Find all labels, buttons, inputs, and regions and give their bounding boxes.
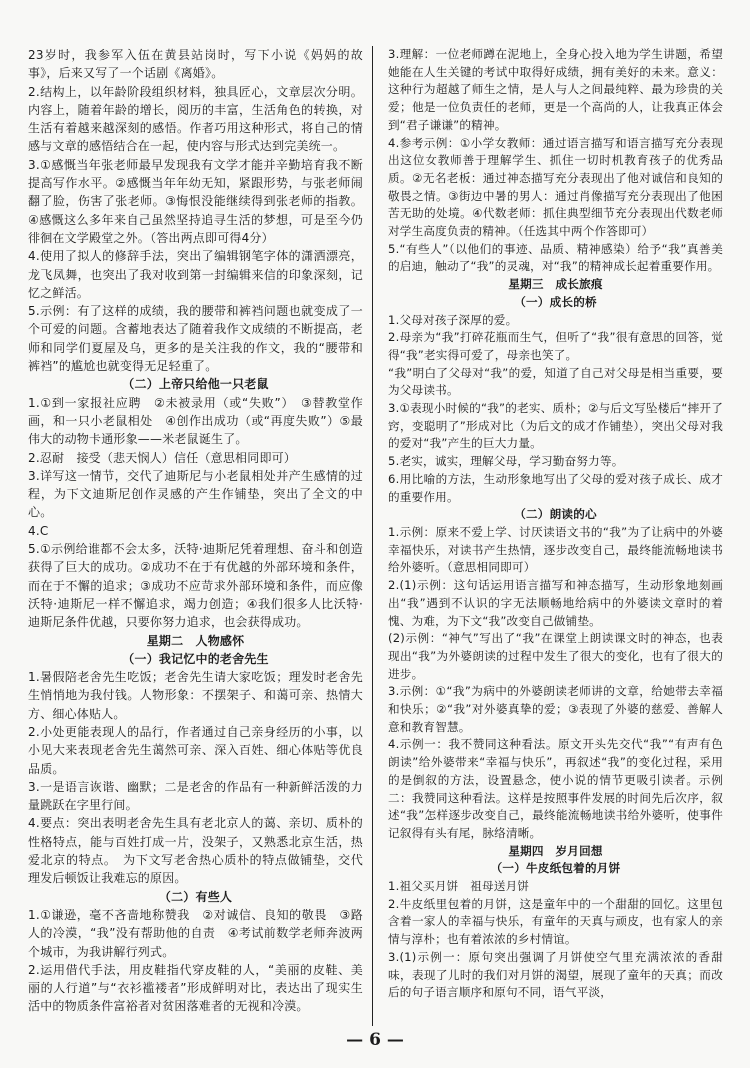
answer-paragraph: 2.忍耐 接受（悲天悯人）信任（意思相同即可） bbox=[28, 450, 297, 465]
section-heading-week: 星期三 成长旅痕 bbox=[508, 277, 603, 292]
answer-paragraph: 2.运用借代手法，用皮鞋指代穿皮鞋的人，“美丽的皮鞋、美丽的人行道”与“衣衫褴褛者”形成鲜明对比，表达出了现实生活中的物质条件富裕者对贫困落难者的无视和冷漠。 bbox=[28, 962, 363, 1014]
answer-paragraph: 2.小处更能表现人的品行，作者通过自己亲身经历的小事，以小见大来表现老舍先生蔼然可亲、深入百姓、细心体贴等优良品质。 bbox=[28, 724, 363, 776]
right-column bbox=[388, 46, 723, 1002]
answer-paragraph: 3.(1)示例一：原句突出强调了月饼使空气里充满浓浓的香甜味，表现了儿时的我们对月饼的渴望，展现了童年的天真；而改后的句子语言顺序和原句不同，语气平淡， bbox=[388, 949, 723, 1000]
answer-paragraph: 5.老实，诚实，理解父母，学习勤奋努力等。 bbox=[388, 454, 624, 469]
article-heading: （一）牛皮纸包着的月饼 bbox=[490, 861, 621, 876]
answer-paragraph: 1.暑假陪老舍先生吃饭；老舍先生请大家吃饭；理发时老舍先生悄悄地为我付钱。人物形象：不摆架子、和蔼可亲、热情大方、细心体贴人。 bbox=[28, 670, 363, 721]
left-column bbox=[28, 46, 363, 1016]
section-heading-week: 星期二 人物感怀 bbox=[146, 633, 245, 648]
answer-paragraph: 4.C bbox=[28, 523, 49, 538]
answer-paragraph: 2.结构上，以年龄阶段组织材料，独具匠心，文章层次分明。内容上，随着年龄的增长，阅历的丰富，生活角色的转换，对生活有着越来越深刻的感悟。作者巧用这种形式，将自己的情感与文章的感悟结合在一起，使内容与形式达到完美统一。 bbox=[28, 84, 363, 154]
answer-paragraph: “我”明白了父母对“我”的爱，知道了自己对父母是相当重要，要为父母读书。 bbox=[388, 365, 723, 398]
answer-paragraph: 5.①示例给谁都不会太多，沃特·迪斯尼凭着理想、奋斗和创造获得了巨大的成功。②成功不在于有优越的外部环境和条件，而在于不懈的追求；③成功不应苛求外部环境和条件，而应像沃特·迪斯尼一样不懈追求，竭力创造；④我们很多人比沃特·迪斯尼条件优越，只要你努力追求，也会获得成功。 bbox=[28, 542, 363, 630]
answer-paragraph: 4.要点：突出表明老舍先生具有老北京人的蔼、亲切、质朴的性格特点，能与百姓打成一片，没架子，又熟悉北京生活，热爱北京的特点。 为下文写老舍热心质朴的特点做铺垫，交代理发后顿饭让我难忘的原因。 bbox=[28, 816, 363, 886]
answer-paragraph: 4.参考示例：①小学女教师：通过语言描写和语言描写充分表现出这位女教师善于理解学生、抓住一切时机教育孩子的优秀品质。②无名老板：通过神态描写充分表现出了他对诚信和良知的敬畏之情。③街边中暑的男人：通过肖像描写充分表现出了他困苦无助的处境。④代数老师：抓住典型细节充分表现出代数老师对学生高度负责的精神。（任选其中两个作答即可） bbox=[388, 135, 723, 239]
answer-paragraph: 2.(1)示例：这句话运用语言描写和神态描写，生动形象地刻画出“我”遇到不认识的字无法顺畅地给病中的外婆读文章时的着愧、为难，为下文“我”改变自己做铺垫。 bbox=[388, 578, 723, 628]
article-heading: （一）成长的桥 bbox=[514, 294, 597, 309]
article-heading: （二）朗读的心 bbox=[514, 507, 597, 522]
section-heading-week: 星期四 岁月回想 bbox=[508, 843, 603, 858]
answer-paragraph: 1.①到一家报社应聘 ②未被录用（或“失败”） ③替教堂作画，和一只小老鼠相处 ④创作出成功（或“再度失败”）⑤最伟大的动物卡通形象——米老鼠诞生了。 bbox=[28, 395, 363, 447]
answer-paragraph: 3.①感慨当年张老师最早发现我有文学才能并辛勤培育我不断提高写作水平。②感慨当年年幼无知，紧跟形势，与张老师闹翻了脸，伤害了张老师。③悔恨没能继续得到张老师的指教。④感慨这么多年来自己虽然坚持追寻生活的梦想，可是至今仍徘徊在文学殿堂之外。（答出两点即可得4分） bbox=[28, 157, 363, 245]
page-number: — 6 — bbox=[346, 1030, 404, 1050]
answer-paragraph: 3.示例：①“我”为病中的外婆朗读老师讲的文章，给她带去幸福和快乐；②“我”对外婆真挚的爱；③表现了外婆的慈爱、善解人意和教育智慧。 bbox=[388, 684, 723, 734]
answer-paragraph: 2.牛皮纸里包着的月饼，这是童年中的一个甜甜的回忆。这里包含着一家人的幸福与快乐，有童年的天真与顽皮，也有家人的亲情与淳朴；也有着浓浓的乡村情谊。 bbox=[388, 896, 723, 947]
answer-paragraph: 3.理解：一位老师蹲在泥地上，全身心投入地为学生讲题，希望她能在人生关键的考试中取得好成绩，拥有美好的未来。意义：这种行为超越了师生之情，是人与人之间最纯粹、最为珍贵的关爱；他是一位负责任的老师，更是一个高尚的人，让我真正体会到“君子谦谦”的精神。 bbox=[388, 47, 723, 132]
answer-paragraph: 5.示例：有了这样的成绩，我的腰带和裤裆问题也就变成了一个可爱的问题。含蓄地表达了随着我作文成绩的不断提高，老师和同学们夏屋及乌，更多的是关注我的作文，我的“腰带和裤裆”的尴尬也就变得无足轻重了。 bbox=[28, 304, 363, 374]
article-heading: （一）我记忆中的老舍先生 bbox=[122, 651, 269, 666]
answer-paragraph: 2.母亲为“我”打碎花瓶而生气，但听了“我”很有意思的回答，觉得“我”老实得可爱了，母亲也笑了。 bbox=[388, 330, 723, 362]
answer-paragraph: 3.详写这一情节，交代了迪斯尼与小老鼠相处并产生感情的过程，为下文迪斯尼创作灵感的产生作铺垫，突出了全文的中心。 bbox=[28, 468, 363, 520]
answer-paragraph: 6.用比喻的方法，生动形象地写出了父母的爱对孩子成长、成才的重要作用。 bbox=[388, 471, 723, 504]
answer-paragraph: 3.一是语言诙谐、幽默；二是老舍的作品有一种新鲜活泼的力量跳跃在字里行间。 bbox=[28, 779, 363, 813]
answer-paragraph: 5.“有些人”（以他们的事迹、品质、精神感染）给予“我”真善美的启迪，触动了“我”的灵魂，对“我”的精神成长起着重要作用。 bbox=[388, 241, 723, 274]
answer-paragraph: (2)示例：“神气”写出了“我”在课堂上朗读课文时的神态，也表现出“我”为外婆朗读的过程中发生了很大的变化，也有了很大的进步。 bbox=[388, 631, 723, 681]
answer-paragraph: 23岁时，我参军入伍在黄县站岗时，写下小说《妈妈的故事》，后来又写了一个话剧《离婚》。 bbox=[28, 48, 363, 81]
answer-paragraph: 1.①谦逊，毫不吝啬地称赞我 ②对诚信、良知的敬畏 ③路人的冷漠，“我”没有帮助他的自责 ④考试前数学老师奔波两个城市，为我讲解行列式。 bbox=[28, 907, 363, 959]
answer-paragraph: 1.示例：原来不爱上学、讨厌读语文书的“我”为了让病中的外婆幸福快乐，对读书产生热情，逐步改变自己，最终能流畅地读书给外婆听。（意思相同即可） bbox=[388, 524, 723, 575]
answer-paragraph: 1.父母对孩子深厚的爱。 bbox=[388, 312, 518, 327]
article-heading: （二）有些人 bbox=[158, 889, 233, 904]
answer-paragraph: 4.示例一：我不赞同这种看法。原文开头先交代“我”“有声有色朗读”给外婆带来“幸福与快乐”，再叙述“我”的变化过程，采用的是倒叙的方法，设置悬念，使小说的情节更吸引读者。示例二：我赞同这种看法。这样是按照事件发展的时间先后次序，叙述“我”怎样逐步改变自己，最终能流畅地读书给外婆听，使事件记叙得有头有尾，脉络清晰。 bbox=[388, 737, 723, 840]
answer-paragraph: 4.使用了拟人的修辞手法，突出了编辑钢笔字体的潇洒漂亮，龙飞凤舞，也突出了我对收到第一封编辑来信的印象深刻，记忆之鲜活。 bbox=[28, 249, 363, 300]
article-heading: （二）上帝只给他一只老鼠 bbox=[122, 377, 269, 392]
answer-paragraph: 1.祖父买月饼 祖母送月饼 bbox=[388, 879, 530, 894]
answer-paragraph: 3.①表现小时候的“我”的老实、质朴；②与后文写坠楼后“摔开了窍，变聪明了”形成对比（为后文的成才作铺垫），突出父母对我的爱对“我”产生的巨大力量。 bbox=[388, 401, 723, 451]
column-divider bbox=[372, 46, 373, 1026]
